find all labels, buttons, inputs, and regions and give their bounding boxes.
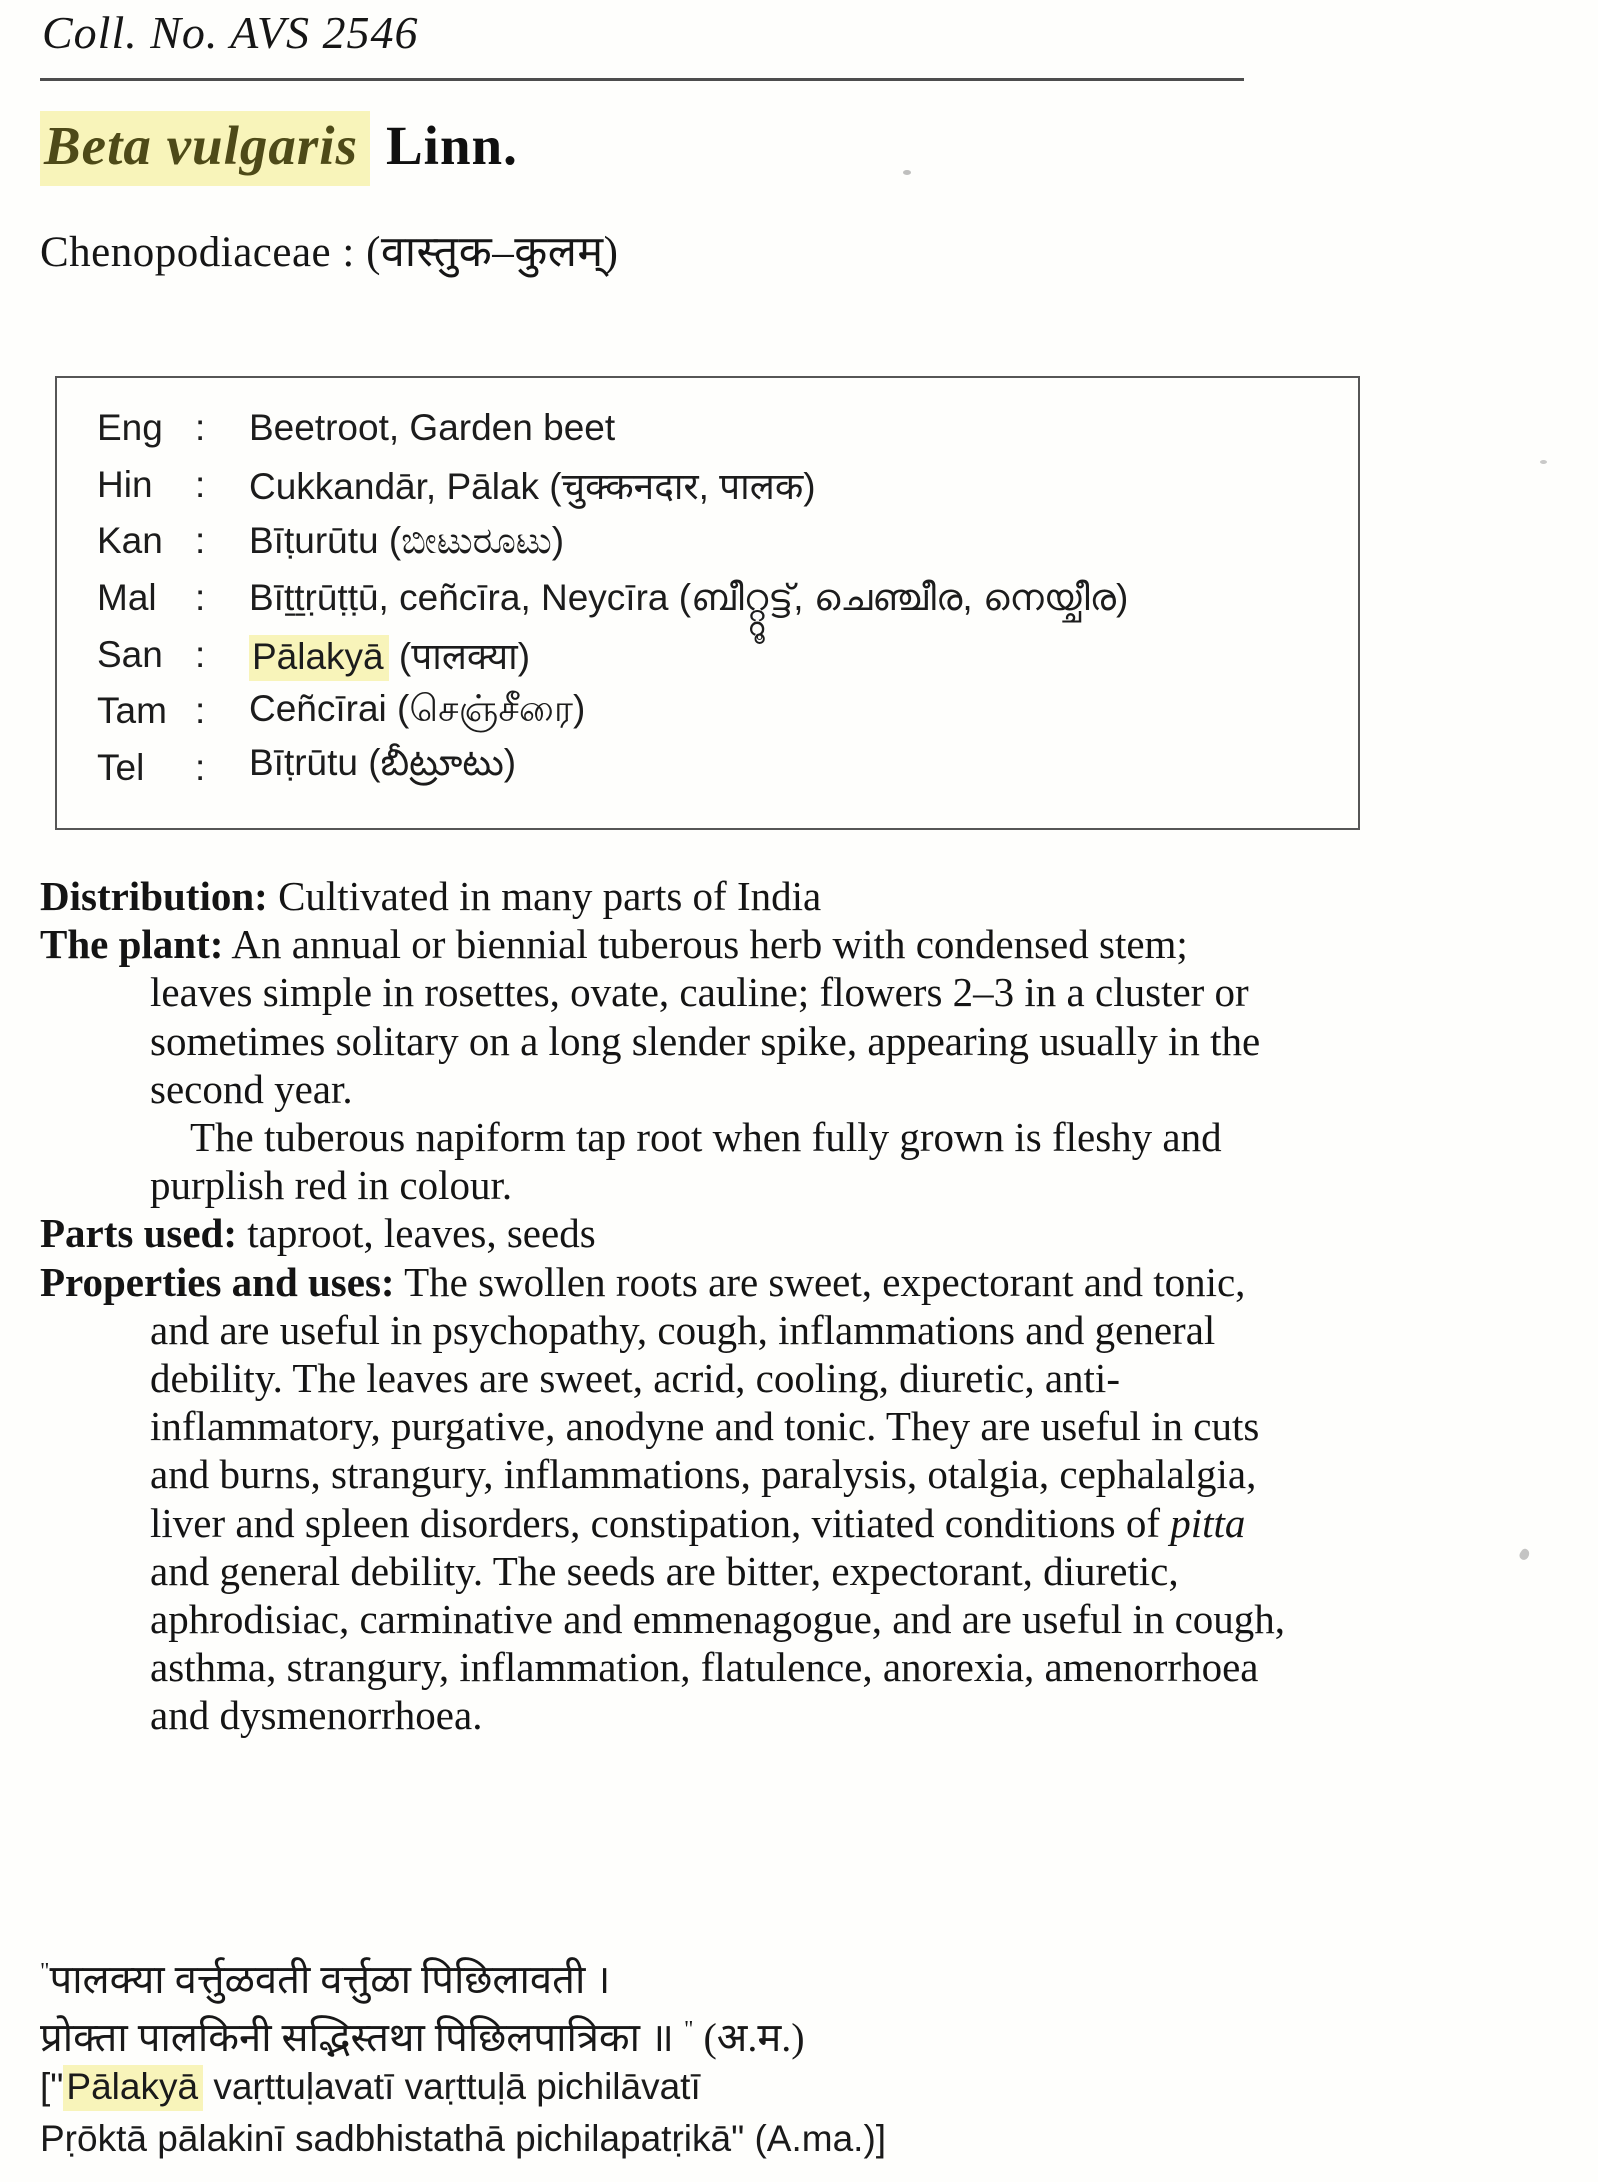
text-segment: [" [40, 2066, 64, 2107]
text-segment: purplish red in colour. [150, 1162, 513, 1209]
verse-transliteration-line-1 [40, 2066, 701, 2108]
language-code: Mal [97, 577, 157, 619]
body-line [150, 1065, 1360, 1113]
scan-artifact [1518, 1547, 1532, 1561]
body-line [40, 1258, 1360, 1306]
collection-number: Coll. No. AVS 2546 [42, 7, 419, 58]
sanskrit-verse-line-1 [40, 1950, 610, 2005]
colon-separator: : [195, 463, 206, 505]
language-code: Tam [97, 690, 167, 732]
text-segment: second year. [150, 1065, 353, 1112]
family-line [40, 220, 618, 279]
vernacular-names-box [55, 376, 1360, 830]
body-line [150, 1643, 1360, 1691]
species-name-highlighted: Beta vulgaris [40, 111, 370, 186]
text-segment: taproot, leaves, seeds [237, 1210, 596, 1257]
vernacular-row [97, 740, 1348, 797]
header-divider-rule [40, 78, 1244, 81]
text-segment: debility. The leaves are sweet, acrid, cooling, diuretic, anti- [150, 1355, 1120, 1402]
language-code: Hin [97, 463, 153, 505]
highlighted-text: Pālakyā [249, 635, 389, 681]
vernacular-row [97, 457, 1348, 514]
body-line [40, 1209, 1360, 1257]
text-segment: पालक्या वर्त्तुळवती वर्त्तुळा पिछिलावती । [49, 1957, 611, 2002]
text-segment: and are useful in psychopathy, cough, inflammations and general [150, 1306, 1216, 1353]
text-segment: inflammatory, purgative, anodyne and tonic. They are useful in cuts [150, 1403, 1260, 1450]
text-segment: (अ.म.) [693, 2015, 805, 2060]
text-segment: The tuberous napiform tap root when fully grown is fleshy and [190, 1114, 1222, 1161]
species-title [40, 114, 518, 177]
vernacular-row [97, 513, 1348, 570]
text-segment: Bīṯṯṛūṭṭū, ceñcīra, Neycīra (ബീറ്റ്റൂട്ട്, ചെഞ്ചീര, നെയ്ചീര) [249, 576, 1129, 618]
text-segment: The plant: [40, 921, 224, 968]
language-code: Kan [97, 520, 163, 562]
text-segment: and general debility. The seeds are bitter, expectorant, diuretic, [150, 1547, 1179, 1594]
vernacular-name [249, 407, 1348, 449]
body-line [150, 1691, 1360, 1739]
scan-artifact [1540, 460, 1547, 464]
highlighted-text: Pālakyā [63, 2065, 203, 2111]
text-segment: Cukkandār, Pālak (चुक्कनदार, पालक) [249, 466, 816, 508]
family-latin-name: Chenopodiaceae [40, 229, 332, 276]
colon-separator: : [195, 520, 206, 562]
scan-artifact [903, 170, 911, 175]
body-line [150, 1450, 1360, 1498]
text-segment: vaṛttuḷavatī vaṛttuḷā pichilāvatī [203, 2066, 701, 2107]
text-segment: Properties and uses: [40, 1258, 395, 1305]
text-segment: pitta [1170, 1499, 1246, 1546]
text-segment: (पालक्या) [388, 636, 531, 678]
colon-separator: : [195, 633, 206, 675]
body-line [150, 1017, 1360, 1065]
vernacular-row [97, 400, 1348, 457]
family-vernacular-name: (वास्तुक–कुलम्) [366, 229, 619, 276]
description-text [40, 872, 1360, 1740]
text-segment: and burns, strangury, inflammations, paralysis, otalgia, cephalalgia, [150, 1451, 1257, 1498]
text-segment: Distribution: [40, 873, 268, 919]
body-line [40, 920, 1360, 968]
text-segment: Pṛōktā pālakinī sadbhistathā pichilapatṛikā" (A.ma.)] [40, 2118, 887, 2159]
sanskrit-verse-line-2 [40, 2008, 805, 2063]
text-segment: Bīṭurūtu (ಬೀಟುರೂಟು) [249, 519, 565, 561]
body-line [40, 872, 1360, 920]
text-segment: sometimes solitary on a long slender spike, appearing usually in the [150, 1017, 1261, 1064]
vernacular-name [249, 688, 1348, 735]
colon-separator: : [195, 746, 206, 788]
vernacular-name [249, 629, 1348, 680]
species-authority: Linn. [386, 115, 518, 176]
vernacular-name [249, 459, 1348, 510]
text-segment: Parts used: [40, 1210, 238, 1257]
text-segment: " [40, 1958, 50, 1985]
body-line [190, 1113, 1360, 1161]
language-code: Tel [97, 746, 145, 788]
body-line [150, 1547, 1360, 1595]
body-line [150, 1402, 1360, 1450]
verse-transliteration-line-2 [40, 2118, 886, 2160]
vernacular-name [249, 742, 1348, 793]
text-segment: Beetroot, Garden beet [249, 407, 616, 449]
text-segment: asthma, strangury, inflammation, flatulence, anorexia, amenorrhoea [150, 1644, 1259, 1691]
text-segment: प्रोक्ता पालकिनी सद्भिस्तथा पिछिलपात्रिका ॥ [40, 2015, 684, 2060]
text-segment: and dysmenorrhoea. [150, 1692, 483, 1739]
body-line [150, 1306, 1360, 1354]
body-line [150, 1161, 1360, 1209]
text-segment: The swollen roots are sweet, expectorant and tonic, [394, 1258, 1246, 1305]
colon-separator: : [195, 577, 206, 619]
text-segment: leaves simple in rosettes, ovate, cauline; flowers 2–3 in a cluster or [150, 969, 1249, 1016]
text-segment: " [683, 2016, 694, 2043]
colon-separator: : [195, 690, 206, 732]
family-separator: : [331, 229, 367, 276]
text-segment: liver and spleen disorders, constipation, vitiated conditions of [150, 1499, 1171, 1546]
colon-separator: : [195, 407, 206, 449]
body-line [150, 968, 1360, 1016]
vernacular-name [249, 577, 1348, 620]
text-segment: Ceñcīrai (செஞ்சீரை) [249, 687, 586, 729]
vernacular-name [249, 520, 1348, 563]
text-segment: aphrodisiac, carminative and emmenagogue, and are useful in cough, [150, 1596, 1286, 1643]
body-line [150, 1499, 1360, 1547]
text-segment: An annual or biennial tuberous herb with condensed stem; [223, 921, 1188, 968]
body-line [150, 1595, 1360, 1643]
language-code: Eng [97, 407, 163, 449]
language-code: San [97, 633, 163, 675]
vernacular-row [97, 626, 1348, 683]
vernacular-row [97, 683, 1348, 740]
vernacular-row [97, 570, 1348, 627]
body-line [150, 1354, 1360, 1402]
text-segment: Cultivated in many parts of India [267, 873, 822, 919]
text-segment: Bīṭrūtu (బీట్రూటు) [249, 742, 517, 784]
